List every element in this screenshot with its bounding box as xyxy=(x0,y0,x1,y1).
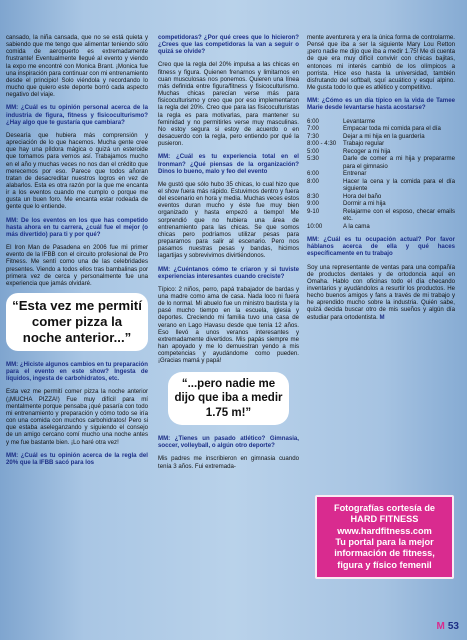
paragraph: El Iron Man de Pasadena en 2006 fue mi primer evento de la IFBB con el circuito profesional de Pro Fitness. Me sentí como una de las celebridades presentes. Viendo a todos ellos tras bambalinas por primera vez de cerca y personalmente fue una experiencia que jamás olvidaré. xyxy=(6,244,148,287)
schedule-row xyxy=(307,125,455,133)
schedule-time: 6:00 xyxy=(307,170,319,178)
interview-question: MM: ¿Cómo es un día típico en la vida de Tamee Marie desde levantarse hasta acostarse? xyxy=(307,97,455,112)
schedule-time: 9:00 xyxy=(307,200,319,208)
interview-question: MM: ¿Hiciste algunos cambios en tu preparación para el evento en este show? Ingesta de líquidos, ingesta de carbohidratos, etc. xyxy=(6,361,148,383)
column-2 xyxy=(158,34,299,476)
end-mark: M xyxy=(379,313,385,321)
schedule-activity: Relajarme con el esposo, checar emails etc. xyxy=(343,207,455,223)
schedule-row xyxy=(307,178,455,193)
page-number: 53 xyxy=(447,621,459,632)
magazine-mark: M xyxy=(436,621,445,632)
schedule-time: 8:00 xyxy=(307,177,319,185)
paragraph: mente aventurera y era la única forma de controlarme. Pensé que iba a ser la siguiente Mary Lou Retton ¡pero nadie me dijo que iba a medir 1.75! Me di cuenta de que era muy difícil convivir con chicas bajitas, entonces mi interés cambió de los olímpicos a porrista. Hice eso hasta la universidad, también disfrutando del softball, squí acuático y esquí alpino. Me gusta todo lo que es atlético y competitivo. xyxy=(307,34,455,92)
promo-line: Fotografías cortesía de xyxy=(333,503,436,514)
schedule-time: 7:00 xyxy=(307,125,319,133)
paragraph-text: Soy una representante de ventas para una compañía de productos dentales y de ortodoncia aquí en Omaha. Hablo con oficinas todo el día checando inventarios y ayudándolos a resurtir los productos. He hecho buenos amigos y fans a través de mi trabajo y he aprendido mucho sobre la industria. Quién sabe, quizá decida buscar otro de mis sueños y algún día estudiar para ortodentista. xyxy=(307,263,455,321)
paragraph xyxy=(307,264,455,321)
column-1 xyxy=(6,34,148,472)
promo-line: información de fitness, xyxy=(334,548,435,559)
paragraph: Típico: 2 niños, perro, papá trabajador de bardas y una madre como ama de casa. Nada loco ni fuera de lo normal. Mi abuelo fue un ministro bautista y la pasé mucho tiempo en la escuela, iglesia y deportes. Creciendo mi familia tuvo una casa de verano en Lago Havasu desde que tenía 12 años. Eso llevó a unos veranos interesantes y extremadamente divertidos. Mis papás siempre me han apoyado y me lo demuestran yendo a mis competencias y ayudándome como pueden. ¡Gracias mamá y papá! xyxy=(158,285,299,365)
interview-question: MM: De los eventos en los que has competido hasta ahora en tu carrera, ¿cuál fue el mejor (o más divertido) para ti y por qué? xyxy=(6,216,148,238)
schedule-activity: Hacer la cena y la comida para el día siguiente xyxy=(343,177,455,193)
promo-line: figura y físico femenil xyxy=(337,559,432,570)
paragraph: Me gustó que sólo hubo 35 chicas, lo cual hizo que el show fuera más rápido. Estuvimos dentro y fuera del escenario en hora y media. Muchas veces estos eventos duran mucho y éste fue muy bien organizado y hasta empezó a tiempo! Me sorprendió que no hubiera una área de entrenamiento para las chicas. Se que somos chicas pero podríamos utilizar pesas para prepararnos para salir al escenario. Pero nos pasamos nuestras pesas y bandas, hicimos lagartijas y sobrevivimos divirtiéndonos. xyxy=(158,180,299,260)
paragraph: Esta vez me permití comer pizza la noche anterior (¡MUCHA PIZZA!) Fue muy difícil para mí mentalmente porque pensaba ¡qué pasaría con todo mi entrenamiento y preparación y cómo todo se iría con una comida con muchos carbohidratos! Pero si que estaba aseleganzando y siguiendo el consejo de un amigo cercano comí mucho una noche antes y me fue bastante bien. ¡Lo haré otra vez! xyxy=(6,388,148,446)
schedule-time: 5:00 xyxy=(307,147,319,155)
schedule-activity: Darle de comer a mi hija y prepararme para el gimnasio xyxy=(343,155,455,170)
schedule-activity: Hora del baño xyxy=(343,192,382,200)
schedule-activity: Dejar a mi hija en la guardería xyxy=(343,132,425,140)
schedule-time: 5:30 xyxy=(307,155,319,163)
interview-question: MM: ¿Cuéntanos cómo te criaron y si tuviste experiencias interesantes cuando creciste? xyxy=(158,265,299,280)
schedule-time: 9-10 xyxy=(307,207,320,215)
interview-question: competidoras? ¿Por qué crees que lo hicieron? ¿Crees que las competidoras la van a seguir o quizá se olvide? xyxy=(158,34,299,56)
schedule-row xyxy=(307,200,455,208)
interview-question: MM: ¿Cuál es tu ocupación actual? Por favor háblanos acerca de ella y qué haces específicamente en tu trabajo xyxy=(307,236,455,258)
schedule-row xyxy=(307,155,455,170)
interview-question: MM: ¿Tienes un pasado atlético? Gimnasia, soccer, volleyball, o algún otro deporte? xyxy=(158,435,299,450)
schedule-activity: Trabajo regular xyxy=(343,140,385,148)
pull-quote: “Esta vez me permití comer pizza la noche anterior...” xyxy=(6,293,148,351)
pull-quote: “...pero nadie me dijo que iba a medir 1.75 m!” xyxy=(168,372,289,426)
schedule-time: 6:00 xyxy=(307,117,319,125)
schedule-row xyxy=(307,133,455,141)
page-footer xyxy=(437,621,459,632)
schedule-row xyxy=(307,193,455,201)
schedule-time: 7:30 xyxy=(307,132,319,140)
photo-credit-box xyxy=(315,495,454,579)
schedule-row xyxy=(307,223,455,231)
schedule-activity: Empacar toda mi comida para el día xyxy=(343,125,441,133)
schedule-time: 10:00 xyxy=(307,222,323,230)
schedule-activity: Dormir a mi hija xyxy=(343,200,386,208)
interview-question: MM: ¿Cuál es tu experiencia total en el Ironman? ¿Qué piensas de la organización? Dinos lo bueno, malo y feo del evento xyxy=(158,153,299,175)
schedule-row xyxy=(307,170,455,178)
daily-schedule xyxy=(307,118,455,231)
paragraph: cansado, la niña cansada, que no se está quieta y sabiendo que me tengo que alimentar teniendo sólo comida de aeropuerto es extremadamente frustrante! Eventualmente llegué al evento y viendo la expo me encontré con Monica Brant. ¡Monica fue una inspiración para continuar con mi entrenamiento desde el principio! Solo viéndola y recordando lo mucho que quiero este deporte borró cada aspecto negativo del viaje. xyxy=(6,34,148,99)
column-3 xyxy=(307,34,455,327)
schedule-row xyxy=(307,140,455,148)
schedule-activity: A la cama xyxy=(343,222,370,230)
paragraph: Desearía que hubiera más comprensión y apreciación de lo que hacemos. Mucha gente cree que hay una píldora mágica o quizá un esteroide que tomamos para vernos así. Trabajamos mucho en el año y muchas veces no nos dan el crédito que merecemos por eso. Parece que todos añoran tratan de desacreditar nuestros logros en vez de alabarlos. Esta es otra razón por la que me encanta ir a los eventos cuando me cumplo o porque me gusta un buen foro. Me encanta estar rodeada de gente que lo entiende. xyxy=(6,131,148,211)
paragraph: Creo que la regla del 20% impulsa a las chicas en fitness y figura. Quienen frenarnos y limitarnos en cuan musculosas nos ponemos. Quieren una línea más definida entre figura/fitness y fisicoculturismo. Muchas chicas parecían verse más para fisicoculturismo y creo que por eso implementaron la regla del 20%. Creo que para las fisicoculturistas la regla es para motivarlas, para mantener su feminidad y no permitirles verse muy masculinas. No estoy segura si estoy de acuerdo o en desacuerdo con la regla, pero entiendo por qué la pusieron. xyxy=(158,61,299,148)
schedule-row xyxy=(307,148,455,156)
paragraph: Mis padres me inscribieron en gimnasia cuando tenía 3 años. Fui extremada- xyxy=(158,455,299,470)
schedule-row xyxy=(307,208,455,223)
schedule-time: 8:30 xyxy=(307,192,319,200)
interview-question: MM: ¿Cuál es tu opinión acerca de la regla del 20% que la IFBB sacó para los xyxy=(6,451,148,466)
schedule-row xyxy=(307,118,455,126)
schedule-activity: Entrenar xyxy=(343,170,367,178)
promo-link[interactable]: www.hardfitness.com xyxy=(337,525,432,536)
schedule-activity: Recoger a mi hija xyxy=(343,147,391,155)
promo-line: Tu portal para la mejor xyxy=(335,537,434,547)
promo-line: HARD FITNESS xyxy=(350,514,419,525)
schedule-time: 8:00 - 4:30 xyxy=(307,140,337,148)
interview-question: MM: ¿Cuál es tu opinión personal acerca de la industria de figura, fitness y fisicoculturismo? ¿Hay algo que te gustaría que cambiara? xyxy=(6,104,148,126)
schedule-activity: Levantarme xyxy=(343,117,376,125)
